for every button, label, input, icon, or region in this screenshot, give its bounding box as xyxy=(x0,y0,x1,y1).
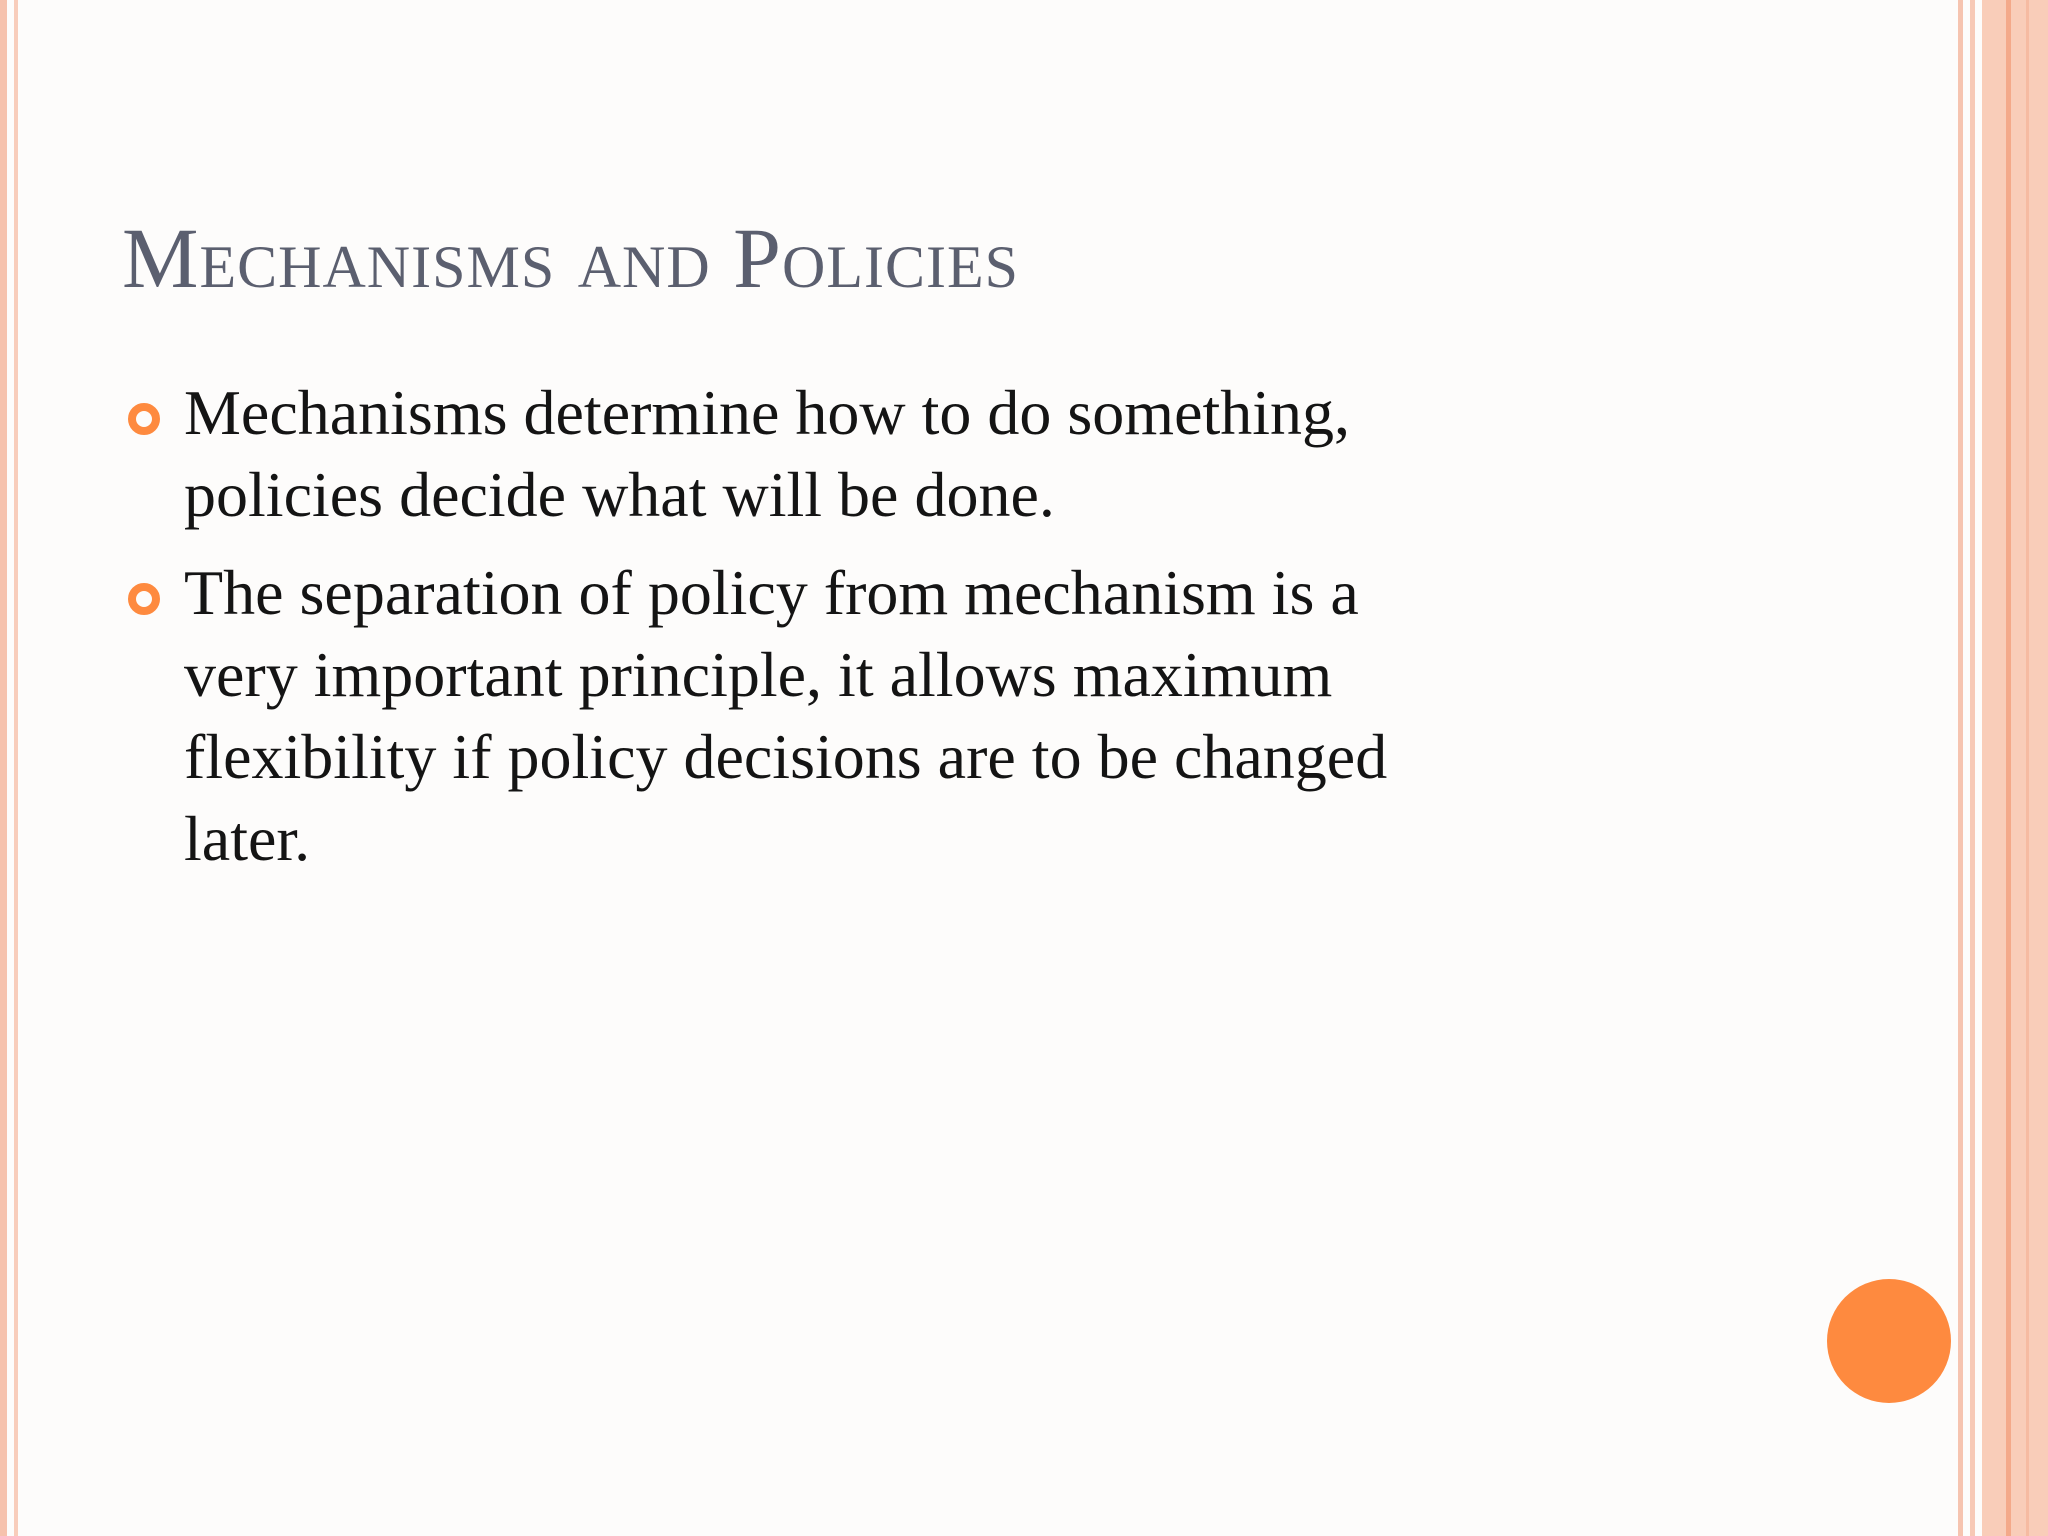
bullet-line: policies decide what will be done. xyxy=(184,459,1055,530)
bullet-list xyxy=(124,372,1684,896)
left-border-stripe-inner xyxy=(14,0,18,1536)
right-border-line xyxy=(1970,0,1975,1536)
bullet-line: Mechanisms determine how to do something, xyxy=(184,377,1351,448)
left-border-stripe xyxy=(0,0,7,1536)
bullet-item xyxy=(124,552,1684,880)
ring-bullet-icon xyxy=(128,403,160,435)
bullet-line: flexibility if policy decisions are to be changed xyxy=(184,721,1388,792)
right-border-band xyxy=(1982,0,2048,1536)
right-border-band-line xyxy=(2026,0,2029,1536)
slide-title: Mechanisms and Policies xyxy=(122,210,1019,306)
bullet-line: The separation of policy from mechanism is a xyxy=(184,557,1359,628)
bullet-line: very important principle, it allows maximum xyxy=(184,639,1333,710)
bullet-item xyxy=(124,372,1684,536)
right-border-line xyxy=(1958,0,1963,1536)
accent-circle xyxy=(1827,1279,1951,1403)
bullet-line: later. xyxy=(184,803,311,874)
right-border-band-line xyxy=(2006,0,2011,1536)
ring-bullet-icon xyxy=(128,583,160,615)
